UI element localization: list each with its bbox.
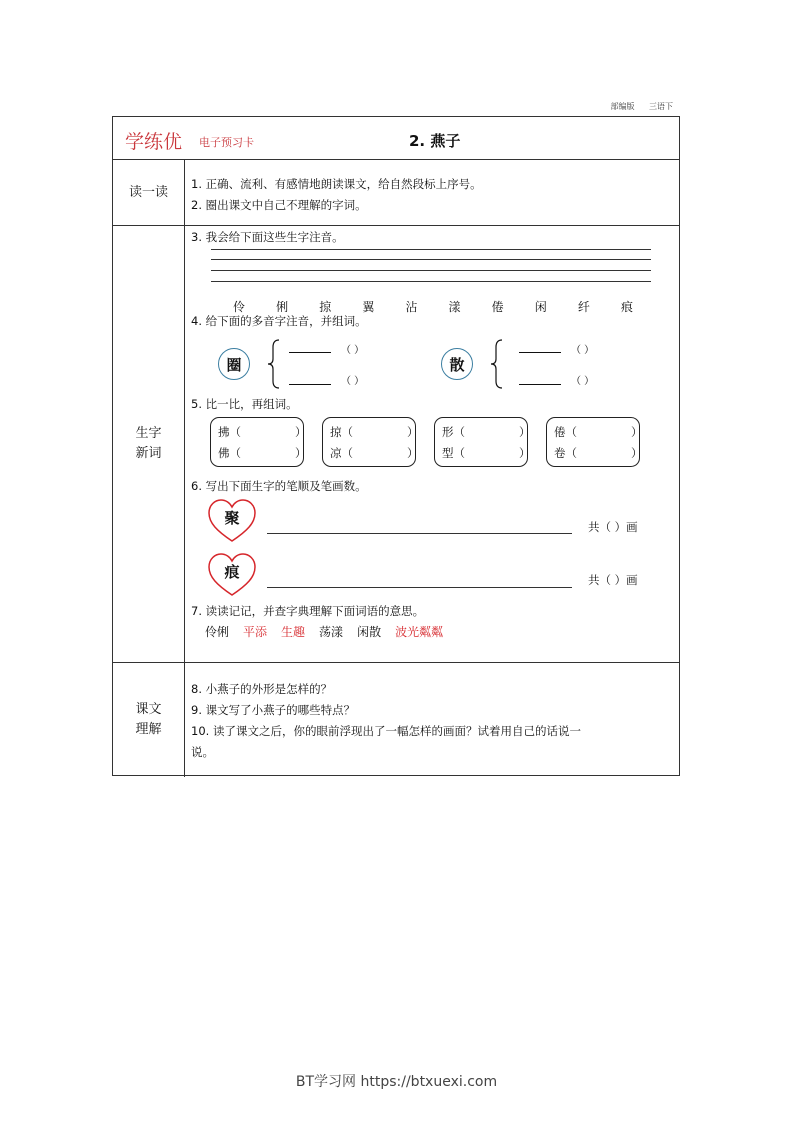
stroke-order-line (267, 533, 572, 534)
close-paren: ） (295, 425, 307, 439)
close-paren: ） (295, 446, 307, 460)
answer-blank (289, 352, 331, 353)
pair-char: 佛（ (218, 446, 241, 460)
pinyin-paren: （ ） (571, 345, 595, 356)
q3-char: 倦 (491, 300, 504, 314)
q3-char: 俐 (276, 300, 289, 314)
q8-prompt: 8. 小燕子的外形是怎样的？ (191, 682, 333, 696)
label-line-1: 生字 (135, 426, 162, 441)
vocab-list (205, 623, 457, 640)
compare-pair-box (434, 417, 531, 467)
read-label: 读一读 (113, 160, 185, 225)
q3-char: 翼 (362, 300, 375, 314)
q3-char: 痕 (620, 300, 633, 314)
answer-blank (519, 352, 561, 353)
header-row (113, 117, 679, 160)
polyphone-circle: 散 (441, 348, 473, 380)
q4-prompt: 4. 给下面的多音字注音，并组词。 (191, 314, 367, 328)
q5-prompt: 5. 比一比，再组词。 (191, 397, 298, 411)
pinyin-line (211, 281, 651, 282)
polyphone-circle: 圈 (218, 348, 250, 380)
read-item-1: 1. 正确、流利、有感情地朗读课文，给自然段标上序号。 (191, 177, 482, 191)
vocab-word: 闲散 (357, 625, 382, 639)
label-line-1: 课文 (135, 702, 162, 717)
pinyin-line (211, 259, 651, 260)
answer-blank (519, 384, 561, 385)
pair-char: 型（ (442, 446, 465, 460)
new-words-section (113, 226, 679, 663)
pair-char: 卷（ (554, 446, 577, 460)
read-item-2: 2. 圈出课文中自己不理解的字词。 (191, 198, 367, 212)
label-line-2: 理解 (135, 722, 162, 737)
brace-icon (490, 339, 504, 389)
q3-char: 漾 (448, 300, 461, 314)
vocab-word: 伶俐 (205, 625, 230, 639)
q3-prompt: 3. 我会给下面这些生字注音。 (191, 230, 344, 244)
close-paren: ） (631, 446, 643, 460)
close-paren: ） (519, 446, 531, 460)
label-line-2: 新词 (135, 446, 162, 461)
new-words-label (113, 226, 185, 662)
pinyin-paren: （ ） (341, 345, 365, 356)
publisher: 部编版 (610, 102, 635, 111)
edition-info (598, 101, 673, 112)
brand-logo: 学练优 (125, 131, 183, 153)
pair-char: 掠（ (330, 425, 353, 439)
pair-char: 凉（ (330, 446, 353, 460)
stroke-count: 共（ ）画 (588, 520, 638, 534)
stroke-char: 聚 (224, 509, 240, 527)
close-paren: ） (407, 446, 419, 460)
q3-char: 闲 (534, 300, 547, 314)
q3-char: 沾 (405, 300, 418, 314)
stroke-order-line (267, 587, 572, 588)
q10-prompt: 10. 读了课文之后，你的眼前浮现出了一幅怎样的画面？试着用自己的话说一 (191, 724, 581, 738)
close-paren: ） (407, 425, 419, 439)
q7-prompt: 7. 读读记记，并查字典理解下面词语的意思。 (191, 604, 425, 618)
pair-char: 拂（ (218, 425, 241, 439)
q3-char: 掠 (319, 300, 332, 314)
answer-blank (289, 384, 331, 385)
close-paren: ） (631, 425, 643, 439)
card-subtitle: 电子预习卡 (199, 136, 254, 149)
brace-icon (267, 339, 281, 389)
compare-pair-box (546, 417, 643, 467)
close-paren: ） (519, 425, 531, 439)
compare-pair-box (322, 417, 419, 467)
lesson-title: 2. 燕子 (409, 132, 461, 150)
vocab-word: 平添 (243, 625, 268, 639)
footer-watermark: BT学习网 https://btxuexi.com (295, 1074, 498, 1090)
pinyin-line (211, 249, 651, 250)
pinyin-line (211, 270, 651, 271)
q10-prompt-cont: 说。 (191, 745, 214, 759)
compare-pair-box (210, 417, 307, 467)
q3-char: 伶 (233, 300, 246, 314)
q9-prompt: 9. 课文写了小燕子的哪些特点？ (191, 703, 356, 717)
vocab-word: 生趣 (281, 625, 306, 639)
understanding-label (113, 663, 185, 777)
q3-char: 纤 (577, 300, 590, 314)
grade: 三语下 (649, 102, 673, 111)
vocab-word: 波光粼粼 (395, 625, 444, 639)
q6-prompt: 6. 写出下面生字的笔顺及笔画数。 (191, 479, 367, 493)
understanding-section (113, 663, 679, 777)
stroke-char: 痕 (224, 563, 240, 581)
pinyin-paren: （ ） (341, 376, 365, 387)
preview-card (112, 116, 680, 776)
vocab-word: 荡漾 (319, 625, 344, 639)
pinyin-paren: （ ） (571, 376, 595, 387)
pair-char: 形（ (442, 425, 465, 439)
read-section (113, 160, 679, 226)
pair-char: 倦（ (554, 425, 577, 439)
stroke-count: 共（ ）画 (588, 573, 638, 587)
